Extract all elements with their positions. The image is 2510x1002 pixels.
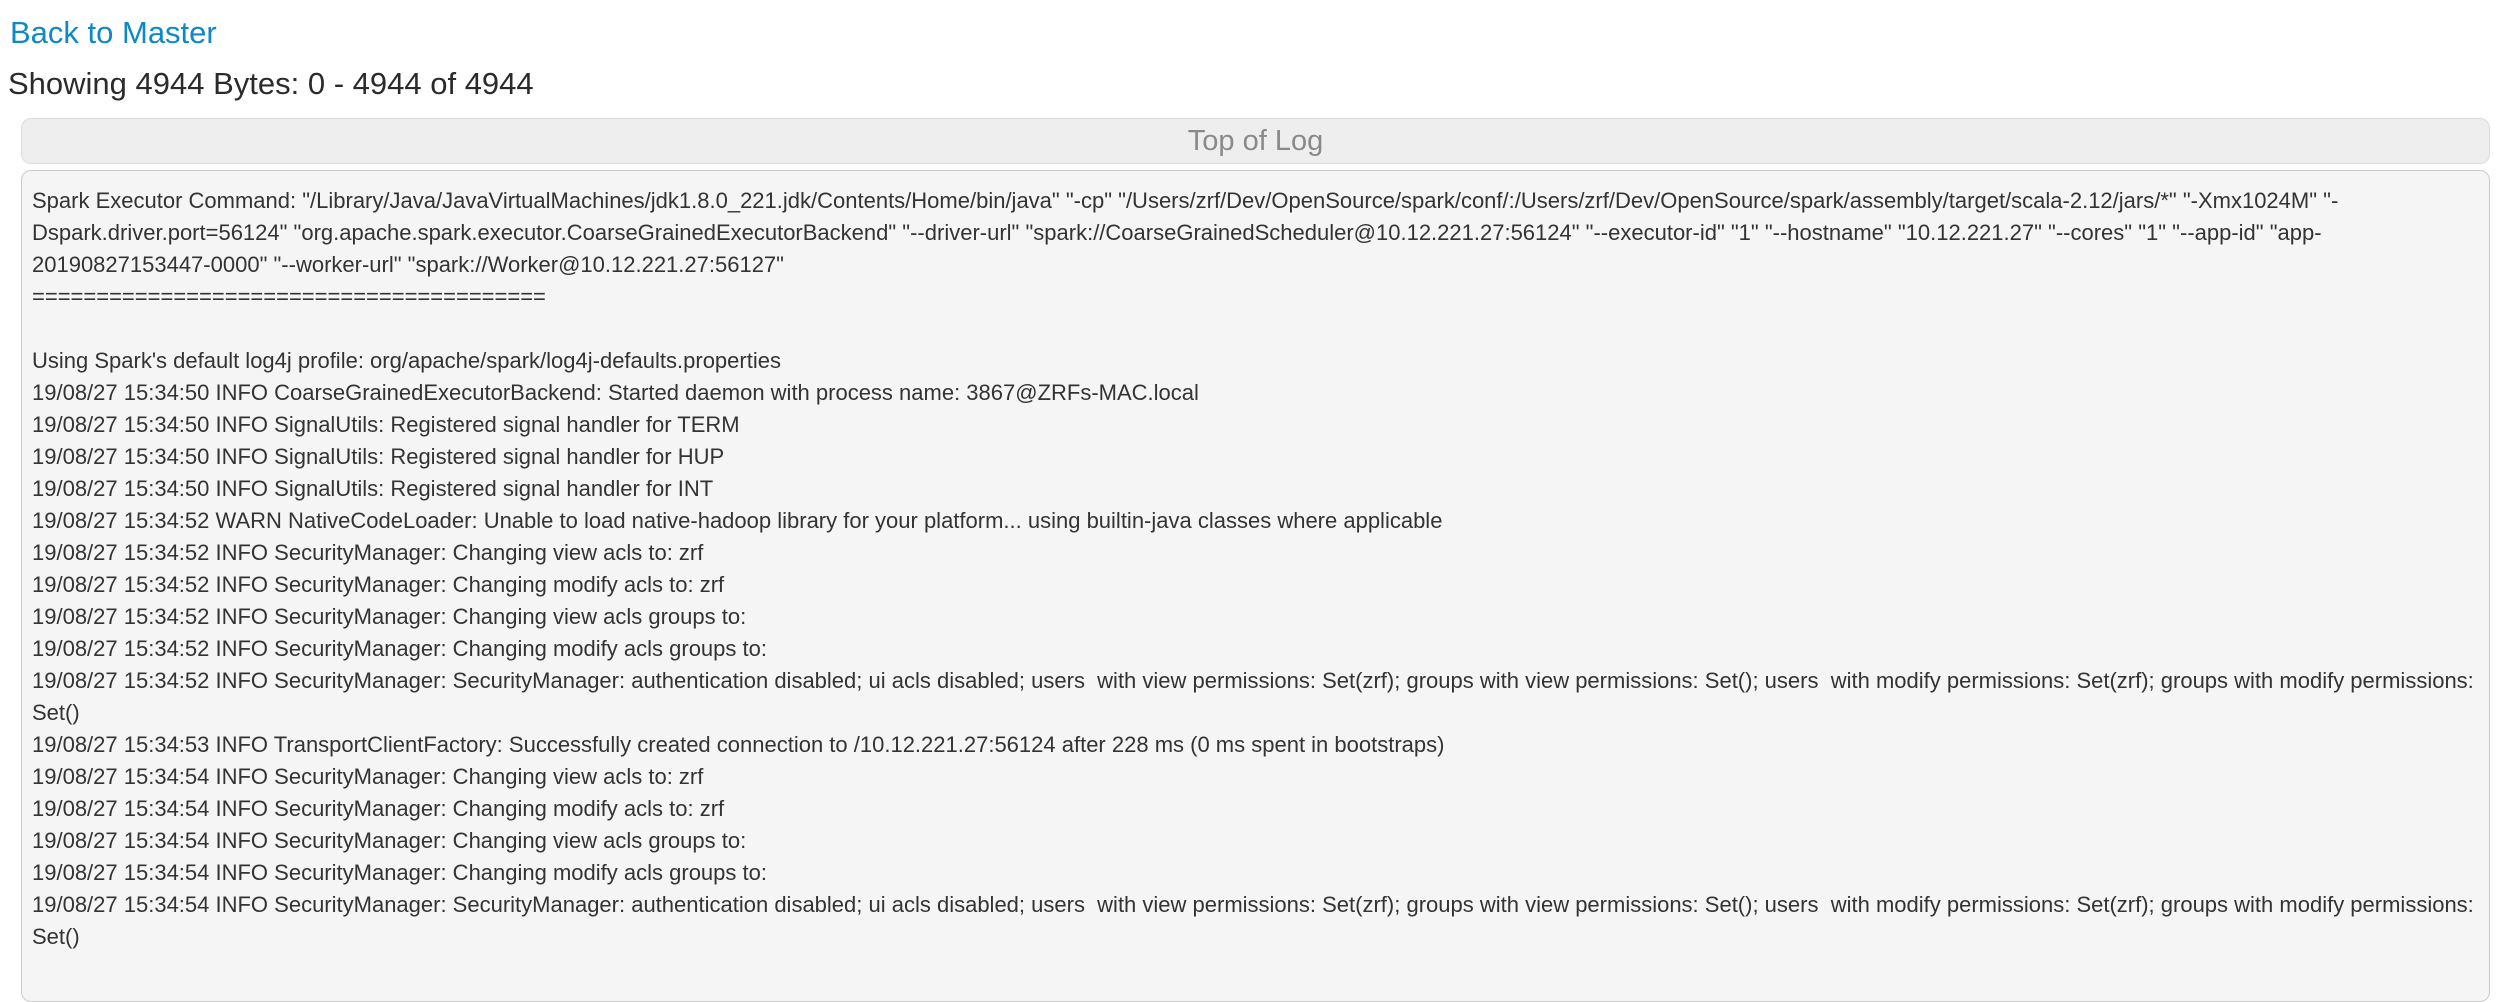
log-line: 19/08/27 15:34:52 INFO SecurityManager: Changing view acls groups to:: [32, 604, 747, 629]
log-line: 19/08/27 15:34:50 INFO SignalUtils: Registered signal handler for HUP: [32, 444, 725, 469]
log-line: 19/08/27 15:34:54 INFO SecurityManager: Changing modify acls groups to:: [32, 860, 767, 885]
log-line: 19/08/27 15:34:54 INFO SecurityManager: Changing view acls groups to:: [32, 828, 747, 853]
log-line: 19/08/27 15:34:52 INFO SecurityManager: Changing modify acls groups to:: [32, 636, 767, 661]
log-line: 19/08/27 15:34:54 INFO SecurityManager: SecurityManager: authentication disabled; ui acls disabled; users with view permissions: Set(zrf); groups with view permissions: Set(); users with modify permissions: Set(zrf); groups with modify permissions: Set(): [32, 892, 2480, 949]
log-line: [32, 313, 2479, 345]
log-line: 19/08/27 15:34:52 INFO SecurityManager: SecurityManager: authentication disabled; ui acls disabled; users with view permissions: Set(zrf); groups with view permissions: Set(); users with modify permissions: Set(zrf); groups with modify permissions: Set(): [32, 668, 2480, 725]
log-line: 19/08/27 15:34:52 INFO SecurityManager: Changing view acls to: zrf: [32, 540, 704, 565]
top-of-log-label: Top of Log: [1187, 124, 1324, 157]
byte-range-text: Showing 4944 Bytes: 0 - 4944 of 4944: [8, 66, 534, 101]
log-line: 19/08/27 15:34:54 INFO SecurityManager: Changing view acls to: zrf: [32, 764, 704, 789]
log-line: 19/08/27 15:34:50 INFO CoarseGrainedExecutorBackend: Started daemon with process name: 3867@ZRFs-MAC.local: [32, 380, 1199, 405]
log-content[interactable]: [21, 170, 2490, 1002]
back-to-master-link[interactable]: Back to Master: [10, 15, 217, 50]
log-line: 19/08/27 15:34:52 INFO SecurityManager: Changing modify acls to: zrf: [32, 572, 725, 597]
log-line: ========================================: [32, 284, 546, 309]
log-line: 19/08/27 15:34:53 INFO TransportClientFactory: Successfully created connection to /10.12.221.27:56124 after 228 ms (0 ms spent in bootstraps): [32, 732, 1445, 757]
log-line: 19/08/27 15:34:52 WARN NativeCodeLoader: Unable to load native-hadoop library for your platform... using builtin-java classes where applicable: [32, 508, 1443, 533]
log-line: 19/08/27 15:34:54 INFO SecurityManager: Changing modify acls to: zrf: [32, 796, 725, 821]
log-line: Using Spark's default log4j profile: org/apache/spark/log4j-defaults.properties: [32, 348, 781, 373]
log-line: 19/08/27 15:34:50 INFO SignalUtils: Registered signal handler for INT: [32, 476, 714, 501]
top-of-log-bar: [21, 118, 2490, 164]
log-line: Spark Executor Command: "/Library/Java/JavaVirtualMachines/jdk1.8.0_221.jdk/Contents/Home/bin/java" "-cp" "/Users/zrf/Dev/OpenSource/spark/conf/:/Users/zrf/Dev/OpenSource/spark/assembly/target/scala-2.12/jars/*" "-Xmx1024M" "-Dspark.driver.port=56124" "org.apache.spark.executor.CoarseGrainedExecutorBackend" "--driver-url" "spark://CoarseGrainedScheduler@10.12.221.27:56124" "--executor-id" "1" "--hostname" "10.12.221.27" "--cores" "1" "--app-id" "app-20190827153447-0000" "--worker-url" "spark://Worker@10.12.221.27:56127": [32, 188, 2339, 277]
log-line: 19/08/27 15:34:50 INFO SignalUtils: Registered signal handler for TERM: [32, 412, 740, 437]
